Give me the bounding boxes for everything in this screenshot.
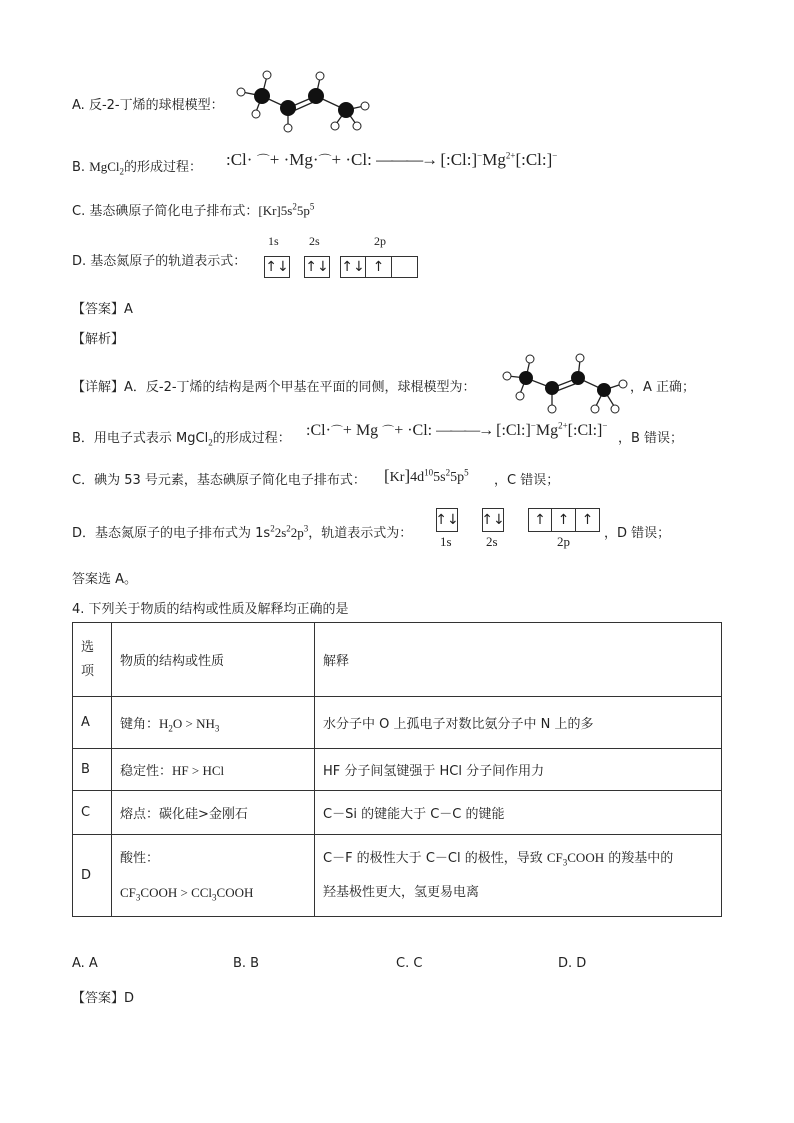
header-explanation: 解释	[315, 623, 722, 697]
detail-c: C．碘为 53 号元素，基态碘原子简化电子排布式：	[72, 473, 366, 488]
option-a: A. 反-2-丁烯的球棍模型：	[72, 98, 224, 113]
option-b: B. MgCl$_2$的形成过程：	[72, 159, 203, 177]
table-row: D 酸性： $CF_3COOH$ > CCl$_3$COOH C－F 的极性大于 C－Cl 的极性，导致 $CF_3COOH$ 的羧基中的 羟基极性更大，氢更易电离	[73, 835, 722, 917]
table-row: B 稳定性：HF > HCl HF 分子间氢键强于 HCl 分子间作用力	[73, 749, 722, 791]
orbital-label-2p: 2p	[374, 234, 386, 248]
mgcl2-formation-equation: :Cl· ⌒+ ·Mg·⌒+ ·Cl: ———→ $[:Cl:]^-Mg^{2+}[:Cl:]^-$	[226, 150, 558, 169]
answer-q3: 【答案】A	[72, 302, 133, 317]
ball-stick-model-image	[234, 68, 374, 134]
choice-b: B. B	[233, 956, 260, 971]
answer-q4: 【答案】D	[72, 991, 135, 1006]
mgcl2-formation-detail: :Cl·⌒+ Mg ⌒+ ·Cl: ———→ $[:Cl:]^-Mg^{2+}[:Cl:]^-$	[306, 420, 608, 439]
orbital-label-1s: 1s	[268, 234, 279, 248]
choice-d: D. D	[558, 956, 587, 971]
ball-stick-model-detail	[500, 352, 630, 416]
orbital-label-2s: 2s	[309, 234, 320, 248]
table-row: A 键角：$H_2O > NH_3$ 水分子中 O 上孤电子对数比氨分子中 N 上的多	[73, 697, 722, 749]
detail-d: D．基态氮原子的电子排布式为 $1s^22s^22p^3$，轨道表示式为：	[72, 523, 413, 541]
q4-stem: 4. 下列关于物质的结构或性质及解释均正确的是	[72, 602, 349, 617]
q4-table	[72, 622, 722, 917]
choice-a: A. A	[72, 956, 98, 971]
iodine-config-detail: $[Kr]4d^{10}5s^25p^5$	[384, 466, 469, 485]
orbital-diagram-detail: ↑↓	[436, 508, 458, 532]
header-option: 选项	[73, 623, 112, 697]
option-d: D. 基态氮原子的轨道表示式：	[72, 254, 247, 269]
detail-b: B．用电子式表示 MgCl$_2$的形成过程：	[72, 431, 291, 448]
iodine-config: $[Kr]5s^25p^5$	[258, 201, 315, 218]
choice-c: C. C	[396, 956, 423, 971]
option-c: C. 基态碘原子简化电子排布式：$[Kr]5s^25p^5$	[72, 201, 315, 219]
header-property: 物质的结构或性质	[112, 623, 315, 697]
orbital-diagram-d: ↑↓	[264, 256, 290, 278]
table-header-row	[73, 623, 722, 697]
conclusion: 答案选 A。	[72, 572, 138, 587]
table-row: C 熔点：碳化硅>金刚石 C－Si 的键能大于 C－C 的键能	[73, 791, 722, 835]
detail-a: 【详解】A．反-2-丁烯的结构是两个甲基在平面的同侧，球棍模型为：	[72, 380, 476, 395]
analysis-tag: 【解析】	[72, 332, 125, 347]
